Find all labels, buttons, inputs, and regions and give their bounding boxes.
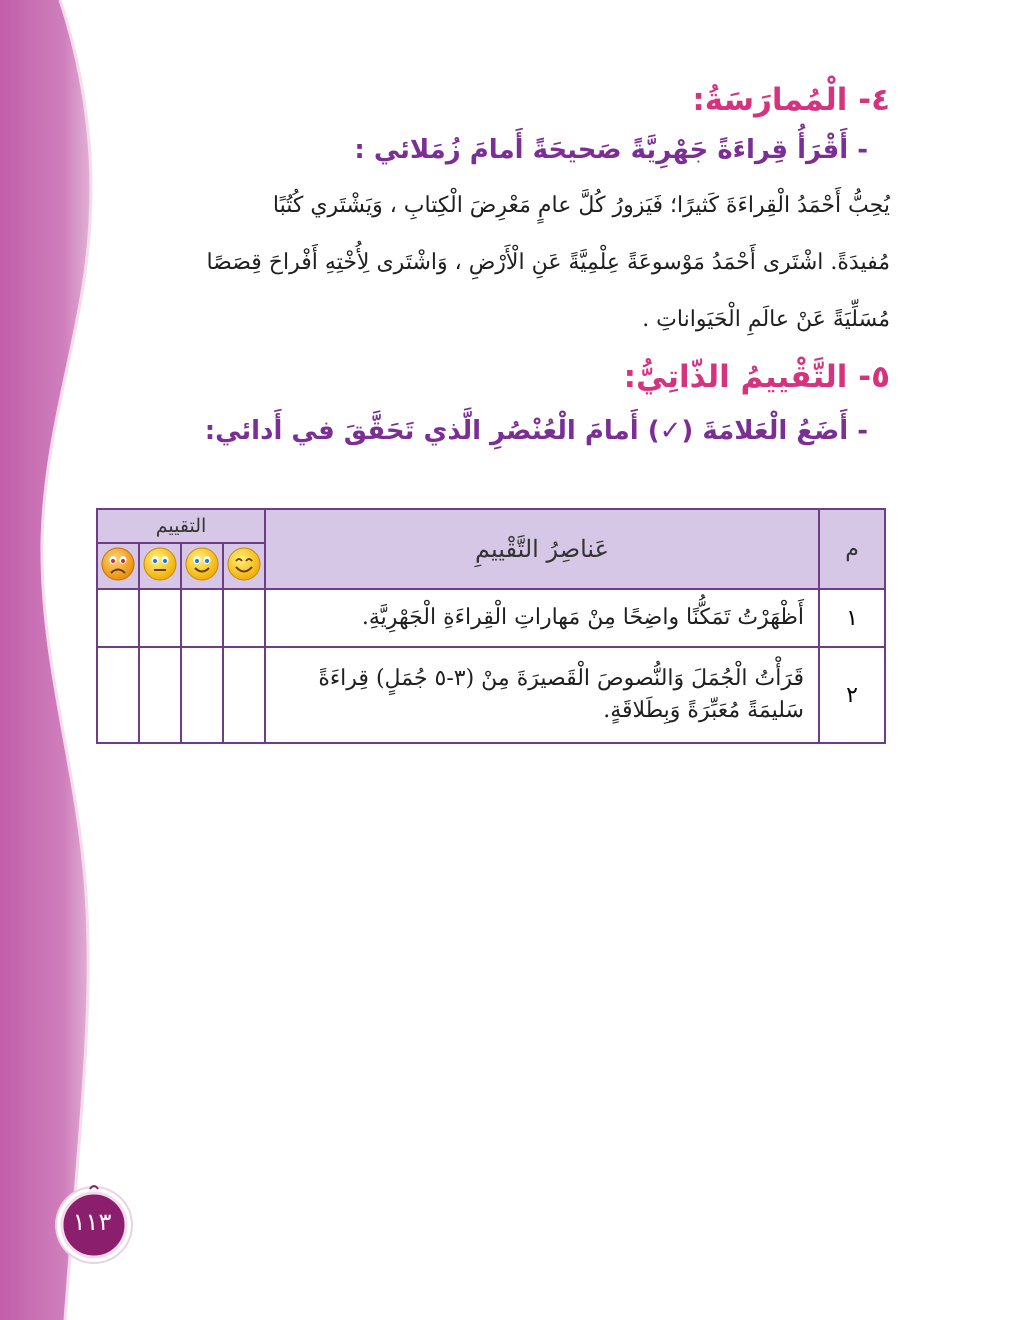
rating-checkbox-cell[interactable] xyxy=(223,647,265,743)
rating-neutral xyxy=(139,543,181,589)
happy-face-icon xyxy=(185,547,219,581)
reading-paragraph-line1: يُحِبُّ أَحْمَدُ الْقِراءَةَ كَثيرًا؛ فَيَزورُ كُلَّ عامٍ مَعْرِضَ الْكِتابِ ، وَيَشْتَري كُتُبًا xyxy=(272,193,890,218)
table-row xyxy=(97,647,885,743)
rating-checkbox-cell[interactable] xyxy=(97,589,139,647)
section4-instruction: - أَقْرَأُ قِراءَةً جَهْرِيَّةً صَحيحَةً أَمامَ زُمَلائي : xyxy=(354,135,868,165)
section5-heading: ٥- التَّقْييمُ الذّاتِيُّ: xyxy=(623,359,890,395)
reading-paragraph-line3: مُسَلِّيَةً عَنْ عالَمِ الْحَيَواناتِ . xyxy=(642,307,890,332)
row-number: ١ xyxy=(819,589,885,647)
section5-instruction: - أَضَعُ الْعَلامَةَ (✓) أَمامَ الْعُنْصُرِ الَّذي تَحَقَّقَ في أَدائي: xyxy=(204,416,868,446)
column-number-header: م xyxy=(819,509,885,589)
lesson-content xyxy=(90,75,890,458)
page-number: ١١٣ xyxy=(72,1208,112,1236)
rating-checkbox-cell[interactable] xyxy=(181,647,223,743)
rating-sad xyxy=(97,543,139,589)
column-rating-header: التقييم xyxy=(97,509,265,543)
row-item-text: أَظْهَرْتُ تَمَكُّنًا واضِحًا مِنْ مَهاراتِ الْقِراءَةِ الْجَهْرِيَّةِ. xyxy=(265,589,819,647)
neutral-face-icon xyxy=(143,547,177,581)
sad-face-icon xyxy=(101,547,135,581)
rating-very-happy xyxy=(223,543,265,589)
row-number: ٢ xyxy=(819,647,885,743)
rating-checkbox-cell[interactable] xyxy=(97,647,139,743)
rating-checkbox-cell[interactable] xyxy=(139,589,181,647)
row-item-text: قَرَأْتُ الْجُمَلَ وَالنُّصوصَ الْقَصيرَةَ مِنْ (٣-٥ جُمَلٍ) قِراءَةً سَليمَةً مُعَبِّرَةً وَبِطَلاقَةٍ. xyxy=(265,647,819,743)
table-row xyxy=(97,589,885,647)
rating-checkbox-cell[interactable] xyxy=(223,589,265,647)
section4-heading: ٤- الْمُمارَسَةُ: xyxy=(692,82,890,118)
self-evaluation-table xyxy=(96,508,886,744)
rating-happy xyxy=(181,543,223,589)
very-happy-face-icon xyxy=(227,547,261,581)
rating-checkbox-cell[interactable] xyxy=(181,589,223,647)
reading-paragraph-line2: مُفيدَةً. اشْتَرى أَحْمَدُ مَوْسوعَةً عِلْمِيَّةً عَنِ الْأَرْضِ ، وَاشْتَرى لِأُخْتِهِ أَفْراحَ قِصَصًا xyxy=(206,250,890,275)
column-items-header: عَناصِرُ التَّقْييمِ xyxy=(265,509,819,589)
rating-checkbox-cell[interactable] xyxy=(139,647,181,743)
